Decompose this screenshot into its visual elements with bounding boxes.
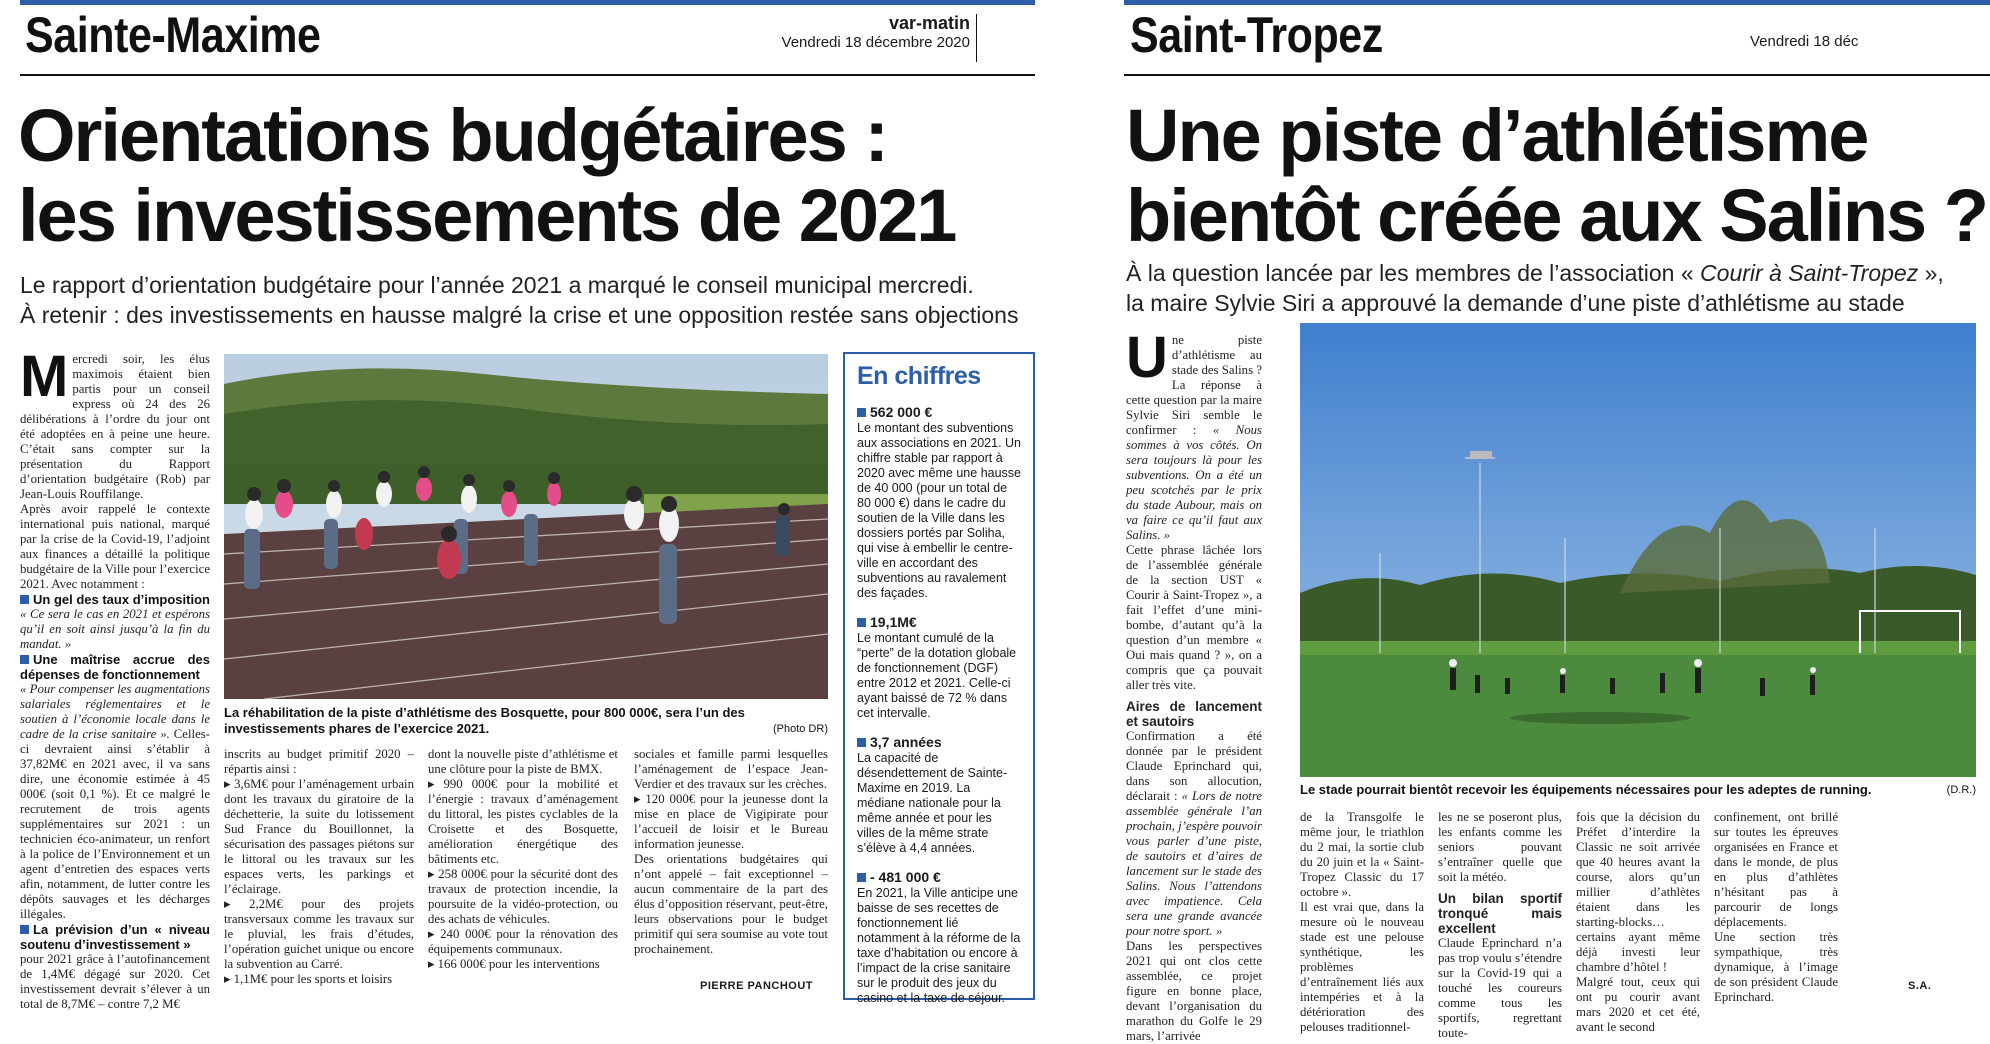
issue-date: Vendredi 18 déc	[1750, 33, 1859, 50]
subhead-tax-freeze: Un gel des taux d’imposition	[20, 592, 210, 607]
square-bullet-icon	[20, 925, 29, 934]
paragraph: Dans les perspectives 2021 qui ont clos cette assemblée, ce projet figure en bonne place, devant l’organisation du marathon du Golfe le 29 mars, l’arrivée	[1126, 939, 1262, 1043]
photo-caption	[1300, 782, 1976, 798]
list-item: ▸ 166 000€ pour les interventions	[428, 957, 600, 971]
masthead	[1750, 32, 1990, 51]
intro-paragraph: ercredi soir, les élus maximois étaient bien partis pour un conseil express où 24 des 26 délibérations à l’ordre du jour ont été adoptées en à peine une heure. C’était sans compter sur la présentation du Rapport d’orientation budgétaire (Rob) par Jean-Louis Rouffilange.	[20, 352, 210, 501]
square-bullet-icon	[20, 655, 29, 664]
paragraph: sociales et famille parmi lesquelles l’aménagement de l’espace Jean-Verdier et des travaux sur les crèches.	[634, 747, 828, 791]
article-column-5	[1714, 810, 1838, 1005]
article-column-4	[634, 747, 828, 957]
paragraph: pour 2021 grâce à l’autofinancement de 1,4M€ dégagé sur 2020. Cet investissement devrait s’élever à un total de 8,7M€ – contre 7,2 M€	[20, 952, 210, 1011]
paragraph: « Ce sera le cas en 2021 et espérons qu’il en soit ainsi jusqu’à la fin du mandat. »	[20, 607, 210, 651]
issue-date: Vendredi 18 décembre 2020	[781, 34, 970, 51]
subhead-launch-areas: Aires de lancement et sautoirs	[1126, 699, 1262, 729]
square-bullet-icon	[857, 408, 866, 417]
paragraph: inscrits au budget primitif 2020 – répartis ainsi :	[224, 747, 414, 776]
figure-item: 19,1M€ Le montant cumulé de la “perte” de la dotation globale de fonctionnement (DGF) entre 2012 et 2021. Celle-ci ayant baissé de 72 % dans cet intervalle.	[857, 614, 1017, 720]
article-column-3	[1438, 810, 1562, 1041]
masthead	[750, 14, 970, 52]
track-photo-illustration	[224, 354, 828, 699]
headline	[1126, 96, 1990, 256]
paragraph: Confirmation a été donnée par le président Claude Eprinchard qui, dans son allocution, déclarait : « Lors de notre assemblée générale l’an prochain, j’espère pouvoir vous parler d’une piste, de sautoirs et d’aires de lancement sur le stade des Salins. Nous l’attendons avec impatience. Cela sera une grande avancée pour notre sport. »	[1126, 729, 1262, 938]
headline	[18, 96, 1028, 256]
box-title: En chiffres	[857, 362, 981, 390]
square-bullet-icon	[857, 738, 866, 747]
paragraph: Il est vrai que, dans la mesure où le nouveau stade est une pelouse synthétique, les problèmes d’entraînement liés aux intempéries et à la détérioration des pelouses traditionnel-	[1300, 900, 1424, 1034]
paragraph: Malgré tout, ceux qui ont pu courir avant mars 2020 et cet été, avant le second	[1576, 975, 1700, 1034]
stadium-photo-illustration	[1300, 323, 1976, 777]
paragraph: les ne se poseront plus, les enfants comme les seniors pouvant s’entraîner quelle que soit la météo.	[1438, 810, 1562, 884]
section-title: Sainte-Maxime	[25, 7, 321, 63]
square-bullet-icon	[857, 873, 866, 882]
photo-credit: (D.R.)	[1946, 784, 1976, 796]
article-column-1	[20, 344, 210, 1012]
paragraph: Cette phrase lâchée lors de l’assemblée générale de la section UST « Courir à Saint-Tropez », a fait l’effet d’une mini-bombe, d’autant qu’à la question d’un membre « Oui mais quand ? », on a compris que ça pouvait aller très vite.	[1126, 543, 1262, 692]
headline-line-2: bientôt créée aux Salins ?	[1126, 174, 1987, 257]
key-figures-box	[843, 352, 1035, 1005]
lead	[1126, 258, 1990, 318]
paragraph: Des orientations budgétaires qui n’ont appelé – fait exceptionnel – aucun commentaire de la part des élus d’opposition réservant, peut-être, leurs observations pour le budget primitif qui sera soumise au vote tout prochainement.	[634, 852, 828, 956]
lead-line-1: À la question lancée par les membres de l’association « Courir à Saint-Tropez »,	[1126, 260, 1944, 286]
paragraph: « Pour compenser les augmentations salariales réglementaires et le soutien à l’économie locale dans le cadre de la crise sanitaire ». Celles-ci devraient ainsi s’établir à 37,82M€ en 2021 avec, il va sans dire, une économie estimée à 45 000€ (soit 0,1 %). Et ce malgré le recrutement de trois agents supplémentaires sur 2021 : un technicien éco-animateur, un renfort à la police de l’Environnement et un agent d’entretien des espaces verts afin, notamment, de lutter contre les dépôts sauvages et les décharges illégales.	[20, 682, 210, 921]
author-signature: S.A.	[1908, 980, 1932, 992]
photo-athletics-track	[224, 354, 828, 699]
photo-credit: (Photo DR)	[772, 723, 828, 735]
headline-line-1: Orientations budgétaires :	[18, 94, 888, 177]
article-column-4	[1576, 810, 1700, 1035]
author-signature: PIERRE PANCHOUT	[700, 980, 814, 992]
page-saint-tropez	[1100, 0, 1990, 1043]
subhead-investment: La prévision d’un « niveau soutenu d’investissement »	[20, 922, 210, 952]
brand-name: var-matin	[888, 13, 970, 33]
paragraph: dont la nouvelle piste d’athlétisme et une clôture pour la piste de BMX.	[428, 747, 618, 776]
subhead-sports-review: Un bilan sportif tronqué mais excellent	[1438, 891, 1562, 936]
square-bullet-icon	[20, 595, 29, 604]
paragraph: confinement, ont brillé sur toutes les épreuves organisées en France et dans le monde, de plus en plus d’athlètes n’hésitant pas à parcourir de longs déplacements.	[1714, 810, 1838, 929]
drop-cap: U	[1126, 325, 1168, 390]
caption-text: La réhabilitation de la piste d’athlétisme des Bosquette, pour 800 000€, sera l’un des investissements phares de l’exercice 2021.	[224, 705, 745, 736]
list-item: ▸ 990 000€ pour la mobilité et l’énergie : travaux d’aménagement du littoral, les pistes cyclables de la Croisette et des Bosquette, amélioration énergétique des bâtiments etc.	[428, 777, 618, 866]
paragraph: Une section très sympathique, très dynamique, à l’image de son président Claude Eprinchard.	[1714, 930, 1838, 1004]
headline-line-2: les investissements de 2021	[18, 174, 956, 257]
list-item: ▸ 2,2M€ pour des projets transversaux comme les travaux sur le pluvial, les frais d’études, l’opération guichet unique ou encore la subvention au Carré.	[224, 897, 415, 971]
section-title: Saint-Tropez	[1130, 7, 1383, 63]
list-item: ▸ 1,1M€ pour les sports et loisirs	[224, 972, 393, 986]
intro-paragraph: ne piste d’athlétisme au stade des Salins ? La réponse à cette question par la maire Sylvie Siri semble le confirmer : « Nous sommes à vos côtés. On sera toujours là pour les subventions. On a été un peu scotchés par le prix du stade Aubour, mais on va faire ce qu’il faut aux Salins. »	[1126, 333, 1262, 542]
paragraph: Claude Eprinchard n’a pas trop voulu s’étendre sur la Covid-19 qui a touché les coureurs comme tous les sportifs, regrettant toute-	[1438, 936, 1562, 1040]
lead-line-2: À retenir : des investissements en hausse malgré la crise et une opposition restée sans objections	[20, 302, 1019, 328]
headline-line-1: Une piste d’athlétisme	[1126, 94, 1868, 177]
masthead-divider	[976, 14, 977, 62]
list-item: ▸ 258 000€ pour la sécurité dont des travaux de protection incendie, la poursuite de la vidéo-protection, ou des achats de véhicules.	[428, 867, 619, 926]
photo-caption	[224, 705, 828, 737]
drop-cap: M	[20, 344, 69, 409]
paragraph: fois que la décision du Préfet d’interdire la Classic ne soit arrivée que 40 heures avant la course, alors qu’un millier d’athlètes étaient dans les starting-blocks…certains ayant même déjà investi leur chambre d’hôtel !	[1576, 810, 1700, 974]
paragraph: de la Transgolfe le même jour, le triathlon du 2 mai, la sortie club du 20 juin et la « Saint-Tropez Classic du 17 octobre ».	[1300, 810, 1424, 899]
square-bullet-icon	[857, 618, 866, 627]
caption-text: Le stade pourrait bientôt recevoir les équipements nécessaires pour les adeptes de running.	[1300, 782, 1872, 797]
lead	[20, 270, 1035, 330]
article-column-2	[1300, 810, 1424, 1035]
lead-line-2: la maire Sylvie Siri a approuvé la demande d’une piste d’athlétisme au stade	[1126, 290, 1905, 316]
subhead-spending: Une maîtrise accrue des dépenses de fonctionnement	[20, 652, 210, 682]
article-column-2	[224, 747, 414, 987]
top-rule	[1124, 0, 1990, 5]
photo-stadium	[1300, 323, 1976, 777]
list-item: ▸ 240 000€ pour la rénovation des équipements communaux.	[428, 927, 619, 956]
list-item: ▸ 3,6M€ pour l’aménagement urbain dont les travaux du giratoire de la déchetterie, la suite du lotissement Sud France du Bouillonnet, la sécurisation des passages piétons sur le littoral ou les travaux sur les espaces verts, les parkings et l’éclairage.	[224, 777, 414, 896]
paragraph: Après avoir rappelé le contexte international puis national, marqué par la crise de la Covid-19, l’adjoint aux finances a détaillé la politique budgétaire de la Ville pour l’exercice 2021. Avec notamment :	[20, 502, 210, 591]
list-item: ▸ 120 000€ pour la jeunesse dont la mise en place de Vigipirate pour l’accueil de loisir et le Bureau information jeunesse.	[634, 792, 828, 851]
article-column-1	[1126, 325, 1262, 1044]
figure-item: 3,7 années La capacité de désendettement de Sainte-Maxime en 2019. La médiane nationale pour la même année et pour les villes de la même strate s’élève à 4,4 années.	[857, 734, 1008, 855]
lead-line-1: Le rapport d’orientation budgétaire pour l’année 2021 a marqué le conseil municipal mercredi.	[20, 272, 974, 298]
header-rule	[20, 74, 1035, 76]
article-column-3	[428, 747, 618, 972]
header-rule	[1124, 74, 1990, 76]
top-rule	[20, 0, 1035, 5]
figure-item: - 481 000 € En 2021, la Ville anticipe une baisse de ses recettes de fonctionnement lié notamment à la réforme de la taxe d’habitation ou encore à l’impact de la crise sanitaire sur le produit des jeux du casino et la taxe de séjour.	[857, 869, 1021, 1005]
figure-item: 562 000 € Le montant des subventions aux associations en 2021. Un chiffre stable par rapport à 2020 avec même une hausse de 40 000 (pour un total de 80 000 €) dans le cadre du soutien de la Ville dans les dossiers portés par Soliha, qui vise à embellir le centre-ville en accordant des subventions au ravalement des façades.	[857, 404, 1021, 600]
